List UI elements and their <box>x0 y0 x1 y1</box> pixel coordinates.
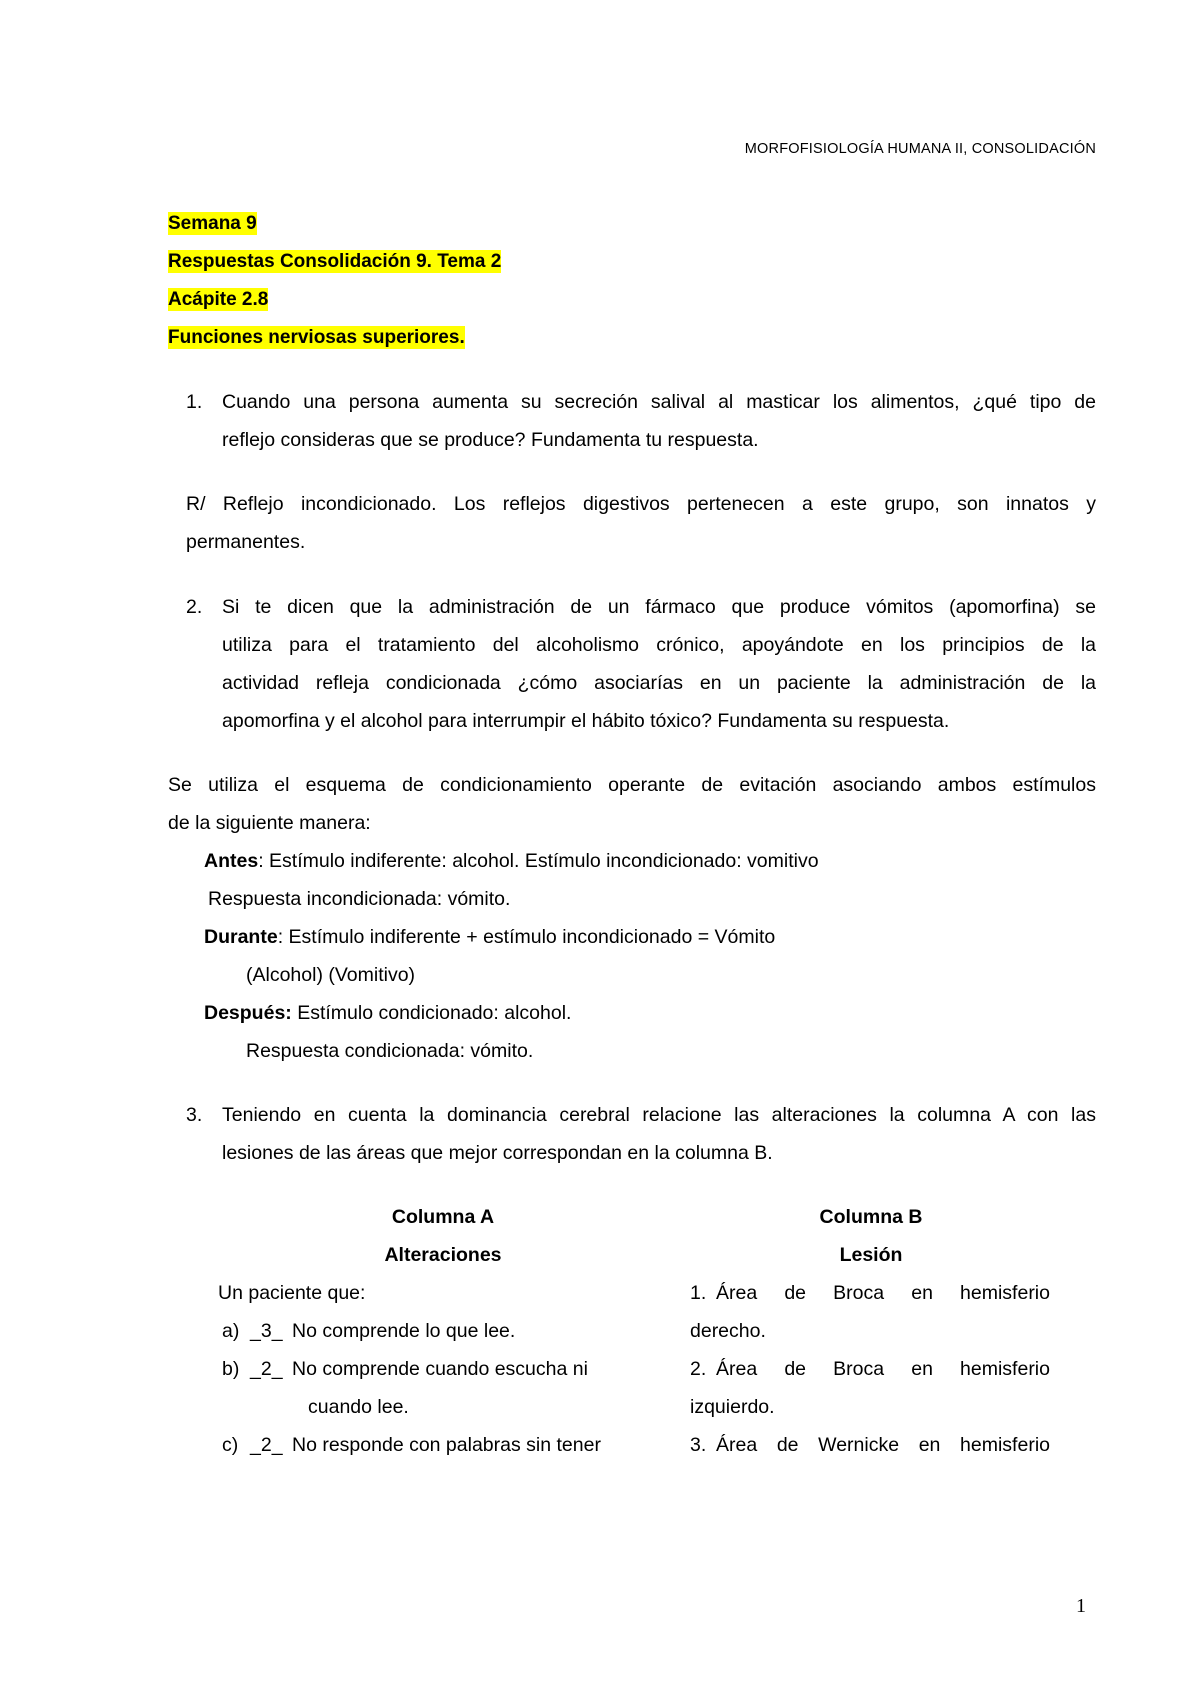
page-number: 1 <box>1076 1595 1086 1617</box>
column-a-item-answer: _2_ <box>250 1434 283 1456</box>
column-b-item-text: Área de Broca en hemisferio <box>716 1358 1050 1380</box>
during-detail: (Alcohol) (Vomitivo) <box>246 964 416 986</box>
column-a-item-label: c) <box>222 1434 239 1456</box>
q2-text-line2: utiliza para el tratamiento del alcoholismo crónico, apoyándote en los principios de la <box>222 634 1096 656</box>
after-response: Respuesta condicionada: vómito. <box>246 1040 534 1062</box>
q1-text-line2: reflejo consideras que se produce? Fundamenta tu respuesta. <box>222 429 759 451</box>
before-label: Antes <box>204 850 259 872</box>
column-b-item-text: Área de Wernicke en hemisferio <box>716 1434 1050 1456</box>
q2-text-line3: actividad refleja condicionada ¿cómo asociarías en un paciente la administración de la <box>222 672 1096 694</box>
before-line <box>204 850 819 873</box>
before-response: Respuesta incondicionada: vómito. <box>208 888 511 910</box>
after-text: Estímulo condicionado: alcohol. <box>291 1002 572 1024</box>
column-a-item-text: No comprende lo que lee. <box>292 1320 516 1342</box>
during-label: Durante <box>204 926 278 948</box>
column-a-intro: Un paciente que: <box>218 1282 366 1304</box>
q2-answer-line2: de la siguiente manera: <box>168 812 371 834</box>
q1-number: 1. <box>186 391 203 413</box>
q3-text-line2: lesiones de las áreas que mejor correspondan en la columna B. <box>222 1142 773 1164</box>
column-a-item-text: No responde con palabras sin tener <box>292 1434 601 1456</box>
q1-text-line1: Cuando una persona aumenta su secreción salival al masticar los alimentos, ¿qué tipo de <box>222 391 1096 413</box>
q3-text-line1: Teniendo en cuenta la dominancia cerebral relacione las alteraciones la columna A con las <box>222 1104 1096 1126</box>
heading-week: Semana 9 <box>168 213 257 234</box>
page-header: MORFOFISIOLOGÍA HUMANA II, CONSOLIDACIÓN <box>744 141 1096 157</box>
during-line <box>204 926 775 949</box>
q2-number: 2. <box>186 596 203 618</box>
column-a-item-text: No comprende cuando escucha ni <box>292 1358 588 1380</box>
column-a-title: Columna A <box>391 1206 495 1228</box>
after-line <box>204 1002 571 1025</box>
q1-answer-line1: R/ Reflejo incondicionado. Los reflejos digestivos pertenecen a este grupo, son innatos y <box>186 493 1096 515</box>
column-b-item-number: 3. <box>690 1434 707 1456</box>
q2-answer-line1: Se utiliza el esquema de condicionamiento operante de evitación asociando ambos estímulos <box>168 774 1096 796</box>
q3-number: 3. <box>186 1104 203 1126</box>
column-b-title: Columna B <box>819 1206 923 1228</box>
q2-text-line1: Si te dicen que la administración de un fármaco que produce vómitos (apomorfina) se <box>222 596 1096 618</box>
heading-topic: Funciones nerviosas superiores. <box>168 327 465 348</box>
heading-section: Acápite 2.8 <box>168 289 269 310</box>
during-text: : Estímulo indiferente + estímulo incondicionado = Vómito <box>277 926 776 948</box>
column-a-item-answer: _2_ <box>250 1358 283 1380</box>
column-a-item-answer: _3_ <box>250 1320 283 1342</box>
before-text: : Estímulo indiferente: alcohol. Estímulo incondicionado: vomitivo <box>258 850 819 872</box>
column-a-item-label: b) <box>222 1358 240 1380</box>
after-label: Después: <box>204 1002 292 1024</box>
column-a-item-continuation: cuando lee. <box>308 1396 409 1418</box>
column-b-item-number: 2. <box>690 1358 707 1380</box>
column-b-subtitle: Lesión <box>839 1244 903 1266</box>
q2-text-line4: apomorfina y el alcohol para interrumpir el hábito tóxico? Fundamenta su respuesta. <box>222 710 950 732</box>
column-a-item-label: a) <box>222 1320 240 1342</box>
column-b-item-number: 1. <box>690 1282 707 1304</box>
column-b-item-text: Área de Broca en hemisferio <box>716 1282 1050 1304</box>
heading-answers: Respuestas Consolidación 9. Tema 2 <box>168 251 502 272</box>
column-a-subtitle: Alteraciones <box>384 1244 502 1266</box>
q1-answer-line2: permanentes. <box>186 531 306 553</box>
column-b-item-continuation: izquierdo. <box>690 1396 775 1418</box>
column-b-item-continuation: derecho. <box>690 1320 766 1342</box>
